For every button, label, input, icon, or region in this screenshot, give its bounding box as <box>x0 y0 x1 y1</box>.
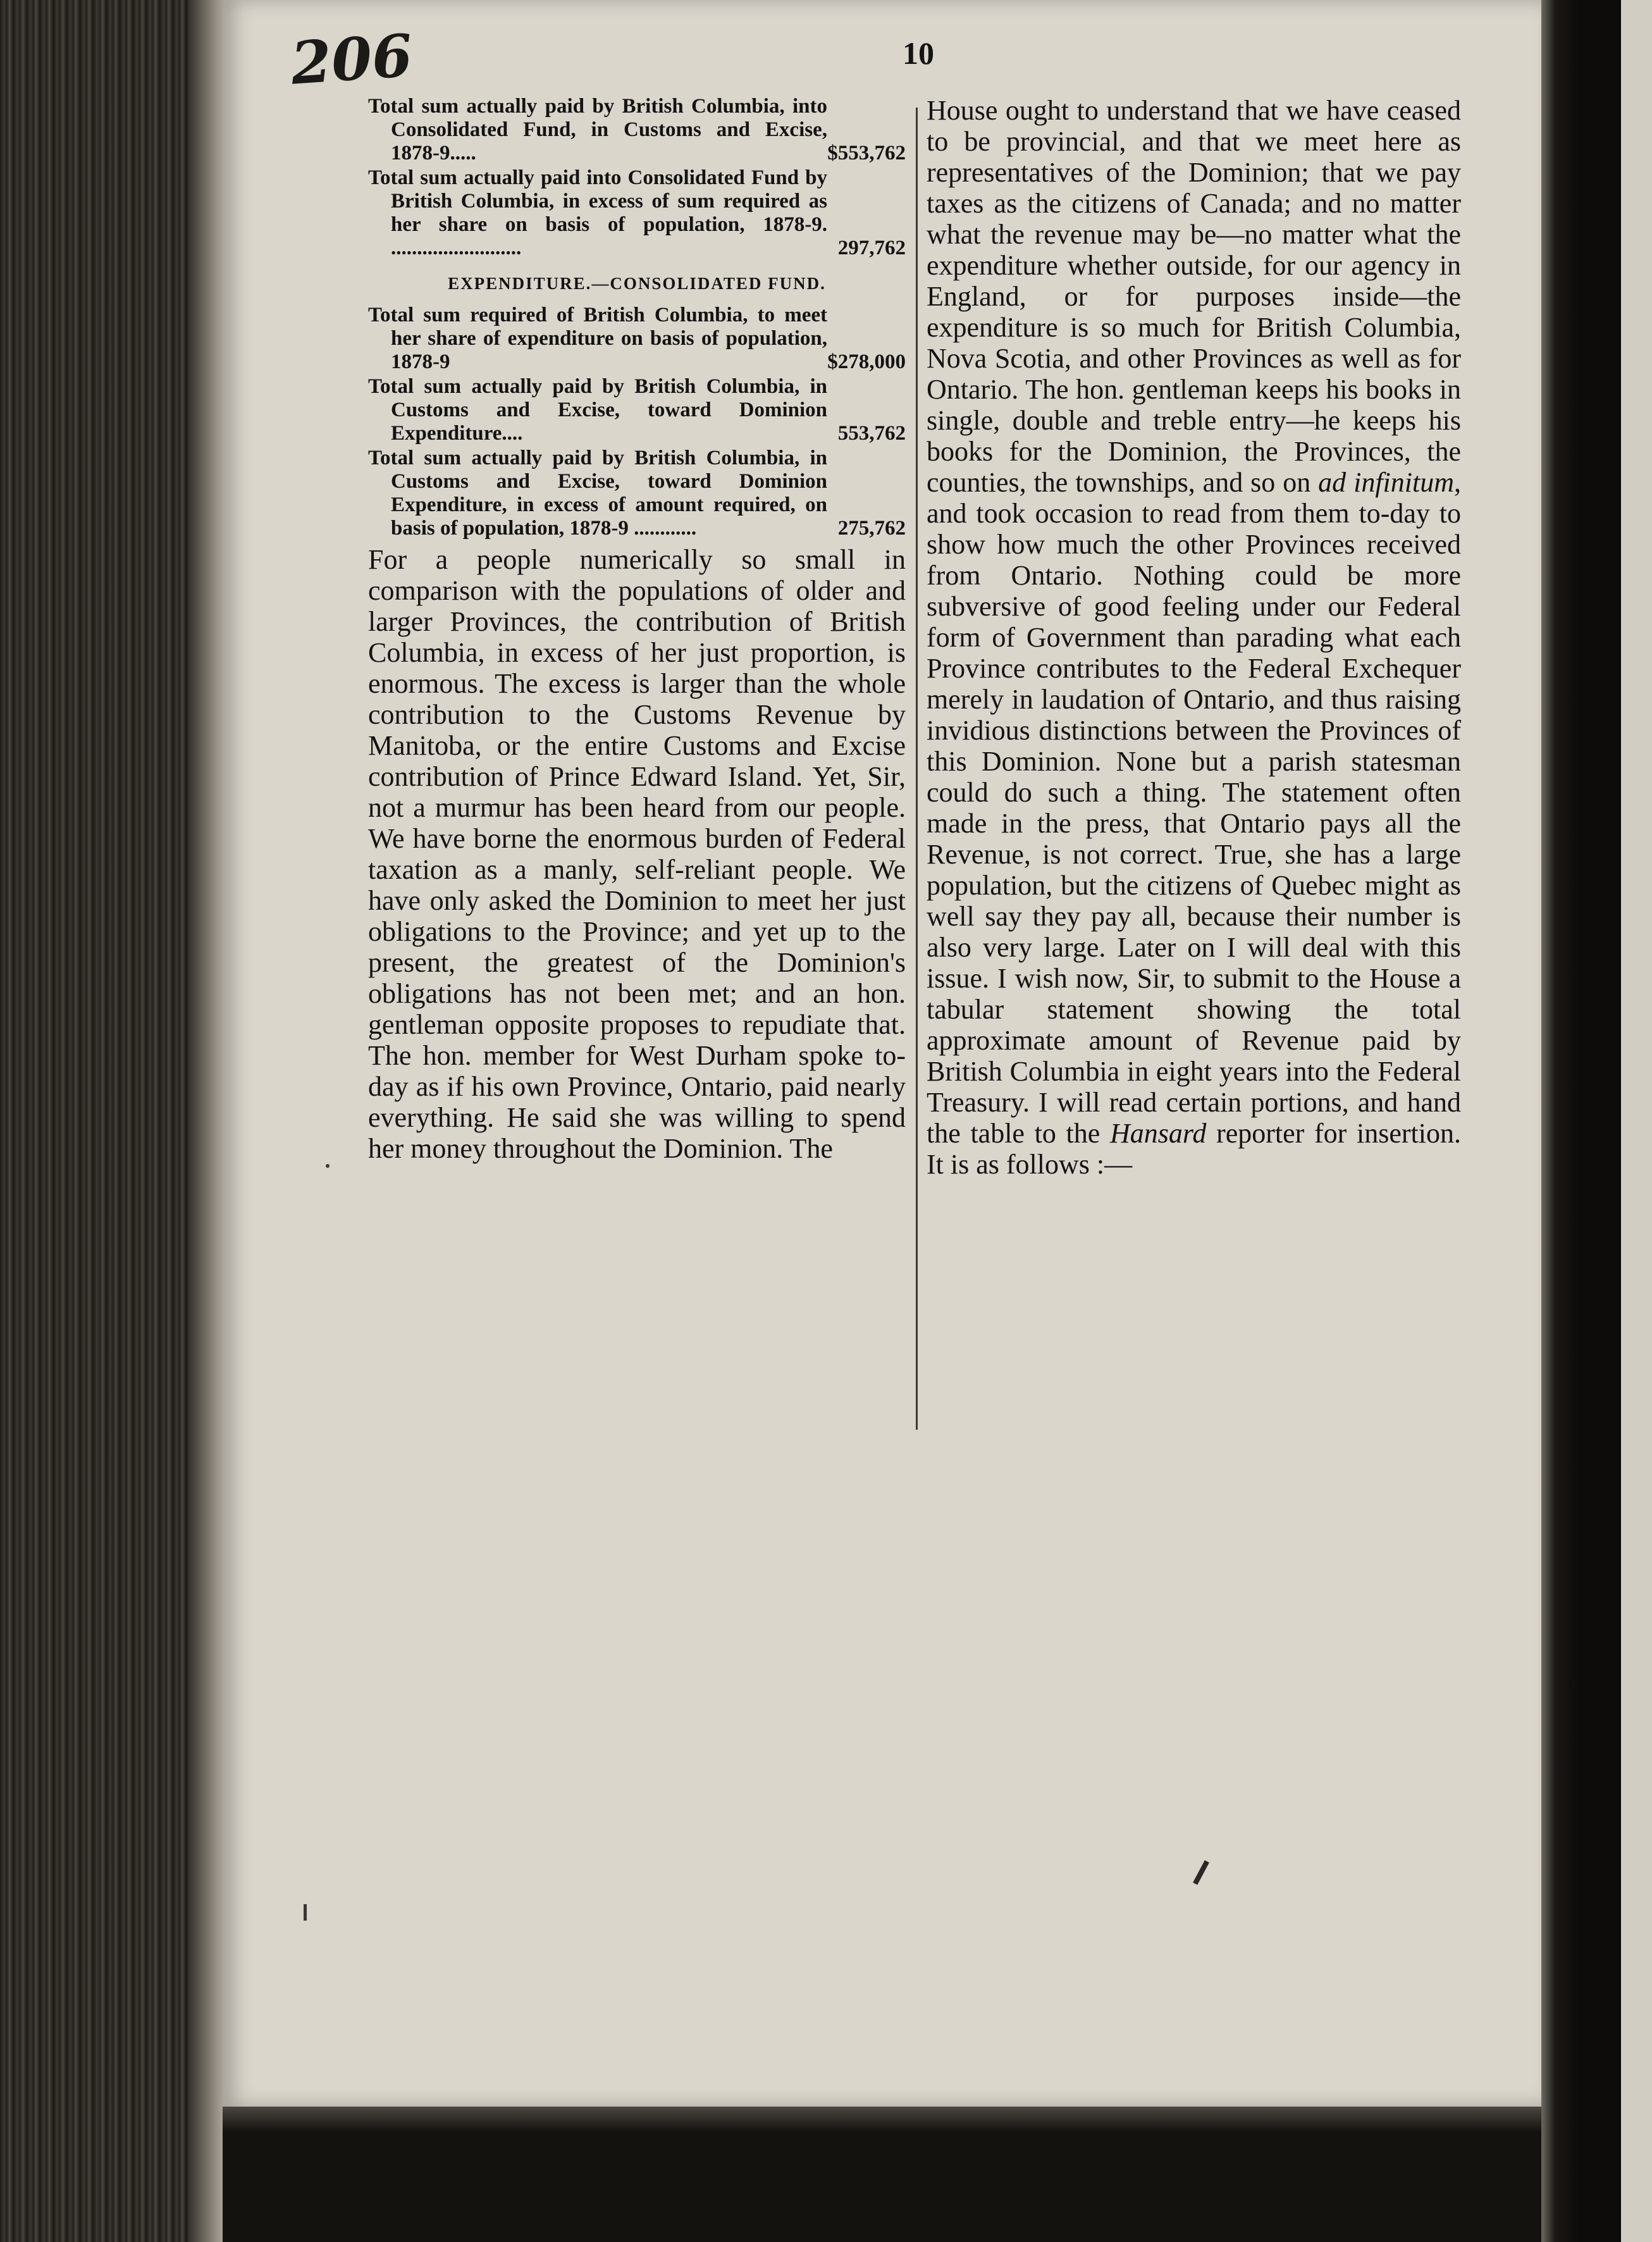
expenditure-entry <box>368 447 906 540</box>
entry-text: Total sum actually paid into Consolidated Fund by British Columbia, in excess of sum required as her share on basis of population, 1878-9. ......................... <box>368 166 827 259</box>
page-shadow-bottom <box>223 2107 1541 2242</box>
scan-speck <box>304 1904 307 1921</box>
entry-value: 297,762 <box>837 237 906 259</box>
italic-phrase: Hansard <box>1110 1118 1207 1149</box>
entry-value: $278,000 <box>827 350 906 373</box>
section-heading: EXPENDITURE.—CONSOLIDATED FUND. <box>448 274 826 293</box>
entry-text: Total sum actually paid by British Columbia, in Customs and Excise, toward Dominion Expenditure, in excess of amount required, on basis of population, 1878-9 ............ <box>368 447 827 540</box>
entry-text: Total sum required of British Columbia, to meet her share of expenditure on basis of population, 1878-9 <box>368 304 827 373</box>
column-divider <box>916 108 918 1430</box>
expenditure-entry <box>368 304 906 374</box>
left-column <box>368 95 906 1164</box>
paragraph-text: House ought to understand that we have ceased to be provincial, and that we meet here as representatives of the Dominion; that we pay taxes as the citizens of Canada; and no matter what the revenue may be—no matter what the expenditure whether outside, for our agency in England, or for purposes inside—the expenditure is so much for British Columbia, Nova Scotia, and other Provinces as well as for Ontario. The hon. gentleman keeps his books in single, double and treble entry—he keeps his books for the Dominion, the Provinces, the counties, the townships, and so on <box>927 95 1461 498</box>
handwritten-folio-number: 206 <box>288 21 415 98</box>
paragraph-text: , and took occasion to read from them to-day to show how much the other Provinces received from Ontario. Nothing could be more subversive of good feeling under our Federal form of Government than parading what each Province contributes to the Federal Exchequer merely in laudation of Ontario, and thus raising invidious distinctions between the Provinces of this Dominion. None but a parish statesman could do such a thing. The statement often made in the press, that Ontario pays all the Revenue, is not correct. True, she has a large population, but the citizens of Quebec might as well say they pay all, because their number is also very large. Later on I will deal with this issue. I wish now, Sir, to submit to the House a tabular statement showing the total approximate amount of Revenue paid by British Columbia in eight years into the Federal Treasury. I will read certain portions, and hand the table to the <box>927 467 1461 1149</box>
entry-text: Total sum actually paid by British Columbia, in Customs and Excise, toward Dominion Expenditure.... <box>368 375 827 445</box>
revenue-entry <box>368 95 906 165</box>
expenditure-entry <box>368 375 906 445</box>
page-number: 10 <box>903 35 934 71</box>
italic-phrase: ad infinitum <box>1318 467 1454 498</box>
scan-speck <box>326 1164 330 1168</box>
entry-text: Total sum actually paid by British Columbia, into Consolidated Fund, in Customs and Excise, 1878-9..... <box>368 95 827 164</box>
entry-value: $553,762 <box>827 142 906 164</box>
body-paragraph: For a people numerically so small in comparison with the populations of older and larger Provinces, the contribution of British Columbia, in excess of her just proportion, is enormous. The excess is larger than the whole contribution to the Customs Revenue by Manitoba, or the entire Customs and Excise contribution of Prince Edward Island. Yet, Sir, not a murmur has been heard from our people. We have borne the enormous burden of Federal taxation as a manly, self-reliant people. We have only asked the Dominion to meet her just obligations to the Province; and yet up to the present, the greatest of the Dominion's obligations has not been met; and an hon. gentleman opposite proposes to repudiate that. The hon. member for West Durham spoke to-day as if his own Province, Ontario, paid nearly everything. He said she was willing to spend her money throughout the Dominion. The <box>368 544 906 1164</box>
body-paragraph <box>927 95 1461 1180</box>
entry-value: 553,762 <box>837 422 906 445</box>
revenue-entry <box>368 166 906 260</box>
entry-value: 275,762 <box>837 517 906 540</box>
adjacent-page-edge <box>1621 0 1652 2242</box>
paragraph-text: reporter for insertion. It is as follows :— <box>927 1118 1461 1180</box>
right-column <box>927 95 1461 1180</box>
